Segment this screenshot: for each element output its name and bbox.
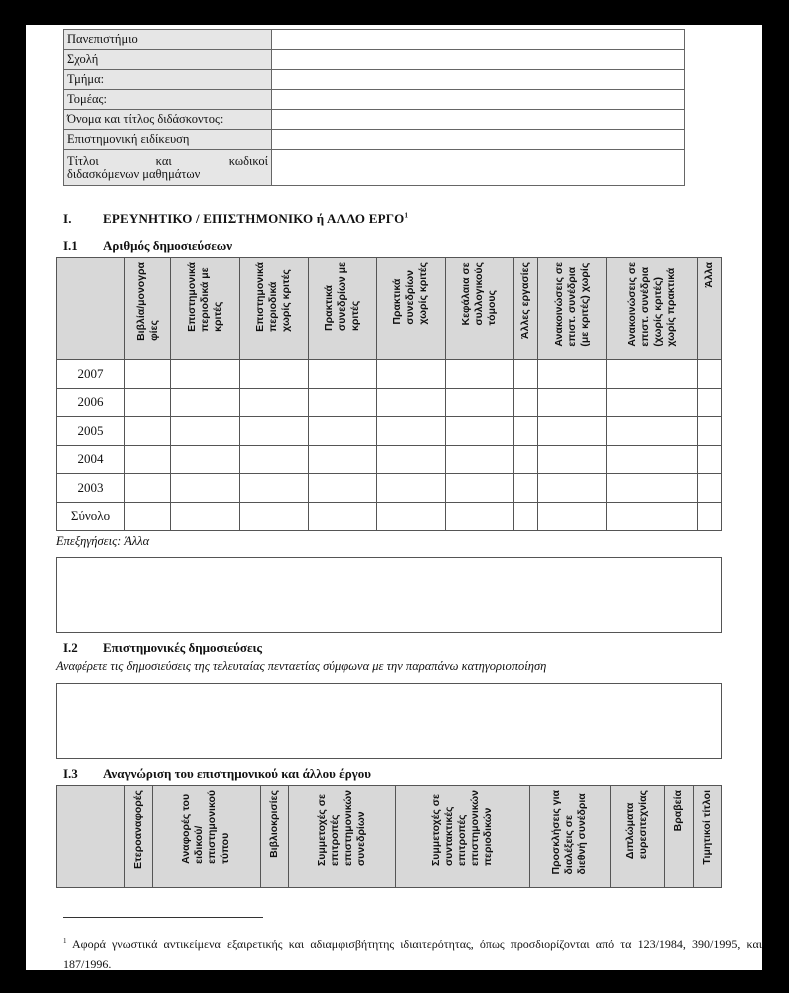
publications-cell[interactable] [514, 417, 538, 446]
publications-cell[interactable] [697, 360, 721, 389]
recognition-corner-cell [57, 786, 125, 888]
publications-column-label: Πρακτικά συνεδρίων με κριτές [322, 262, 361, 331]
publications-column-label: Βιβλία/μονογρα φίες [134, 262, 160, 341]
publications-column-header [125, 258, 171, 360]
publications-cell[interactable] [538, 502, 607, 531]
footnote-text: Αφορά γνωστικά αντικείμενα εξαιρετικής και αδιαμφισβήτητης ιδιαιτερότητας, όπως προσδιορίζονται από τα 123/1984, 390/1995, και 187/1996. [63, 937, 762, 971]
info-label-word: Τίτλοι [67, 153, 99, 168]
publications-corner-cell [57, 258, 125, 360]
row-label: 2005 [57, 417, 125, 446]
publications-column-label: Άλλα [702, 262, 715, 288]
footnote-mark: 1 [404, 211, 409, 220]
publications-cell[interactable] [697, 502, 721, 531]
publications-cell[interactable] [606, 388, 697, 417]
recognition-column-header [260, 786, 288, 888]
info-value-field[interactable] [272, 30, 685, 50]
table-row [57, 360, 722, 389]
section-1-2-heading [63, 640, 262, 656]
explanations-box[interactable] [56, 557, 722, 633]
publications-box[interactable] [56, 683, 722, 759]
publications-cell[interactable] [377, 445, 446, 474]
recognition-column-label: Αναφορές του ειδικού/ επιστημονικού τύπου [180, 790, 232, 864]
publications-cell[interactable] [308, 445, 377, 474]
section-1-2-title: Επιστημονικές δημοσιεύσεις [103, 640, 263, 655]
recognition-column-header [288, 786, 395, 888]
info-table [63, 29, 685, 186]
publications-cell[interactable] [445, 474, 514, 503]
recognition-column-header [693, 786, 721, 888]
recognition-column-label: Βιβλιοκρισίες [267, 790, 280, 858]
recognition-column-header [396, 786, 530, 888]
info-label: Πανεπιστήμιο [64, 30, 272, 50]
section-1-3-title: Αναγνώριση του επιστημονικού και άλλου έργου [103, 766, 372, 781]
publications-cell[interactable] [377, 474, 446, 503]
explanations-label: Επεξηγήσεις: Άλλα [56, 534, 150, 548]
publications-column-header [377, 258, 446, 360]
info-label: Επιστημονική ειδίκευση [64, 130, 272, 150]
publications-cell[interactable] [171, 502, 240, 531]
publications-cell[interactable] [125, 388, 171, 417]
recognition-column-header [529, 786, 610, 888]
info-value-field[interactable] [272, 130, 685, 150]
section-1-heading [63, 211, 408, 227]
publications-cell[interactable] [308, 360, 377, 389]
publications-column-header [514, 258, 538, 360]
publications-cell[interactable] [239, 360, 308, 389]
info-value-field[interactable] [272, 90, 685, 110]
publications-cell[interactable] [308, 474, 377, 503]
document-page [26, 25, 762, 970]
table-row [57, 502, 722, 531]
row-label: Σύνολο [57, 502, 125, 531]
publications-cell[interactable] [514, 360, 538, 389]
publications-cell[interactable] [171, 417, 240, 446]
recognition-column-label: Τιμητικοί τίτλοι [700, 790, 713, 865]
publications-cell[interactable] [377, 417, 446, 446]
publications-cell[interactable] [445, 388, 514, 417]
section-1-3-heading [63, 766, 371, 782]
recognition-column-header [153, 786, 260, 888]
section-1-title: ΕΡΕΥΝΗΤΙΚΟ / ΕΠΙΣΤΗΜΟΝΙΚΟ ή ΑΛΛΟ ΕΡΓΟ [103, 211, 405, 226]
recognition-column-label: Συμμετοχές σε επιτροπές επιστημονικών συνεδρίων [316, 790, 368, 867]
publications-cell[interactable] [606, 445, 697, 474]
publications-cell[interactable] [239, 474, 308, 503]
publications-column-label: Πρακτικά συνεδρίων χωρίς κριτές [391, 262, 430, 325]
publications-column-header [308, 258, 377, 360]
info-value-field[interactable] [272, 150, 685, 186]
publications-column-label: Άλλες εργασίες [519, 262, 532, 339]
table-row [57, 474, 722, 503]
publications-cell[interactable] [125, 502, 171, 531]
publications-column-label: Ανακοινώσεις σε επιστ. συνέδρια (χωρίς κριτές) χωρίς πρακτικά [625, 262, 677, 347]
publications-cell[interactable] [445, 360, 514, 389]
row-label: 2007 [57, 360, 125, 389]
publications-cell[interactable] [171, 474, 240, 503]
publications-cell[interactable] [606, 417, 697, 446]
section-1-2-subtitle: Αναφέρετε τις δημοσιεύσεις της τελευταίας πενταετίας σύμφωνα με την παραπάνω κατηγοριοποίηση [56, 659, 547, 673]
publications-cell[interactable] [308, 388, 377, 417]
publications-cell[interactable] [377, 360, 446, 389]
publications-column-header [697, 258, 721, 360]
publications-cell[interactable] [125, 417, 171, 446]
publications-cell[interactable] [538, 417, 607, 446]
info-label-line2: διδασκόμενων μαθημάτων [67, 166, 201, 181]
publications-cell[interactable] [445, 445, 514, 474]
section-1-number: I. [63, 211, 72, 226]
publications-cell[interactable] [606, 360, 697, 389]
section-1-2-number: I.2 [63, 640, 78, 655]
table-row [57, 417, 722, 446]
publications-cell[interactable] [606, 502, 697, 531]
info-value-field[interactable] [272, 110, 685, 130]
publications-cell[interactable] [239, 502, 308, 531]
publications-cell[interactable] [538, 474, 607, 503]
recognition-column-label: Βραβεία [672, 790, 685, 832]
publications-cell[interactable] [697, 474, 721, 503]
info-label: Τμήμα: [64, 70, 272, 90]
recognition-column-header [665, 786, 693, 888]
info-label: Όνομα και τίτλος διδάσκοντος: [64, 110, 272, 130]
publications-table [56, 257, 722, 531]
publications-column-header [445, 258, 514, 360]
publications-cell[interactable] [538, 360, 607, 389]
info-label-courses [64, 150, 272, 186]
footnote-rule [63, 917, 263, 918]
publications-cell[interactable] [171, 360, 240, 389]
publications-cell[interactable] [308, 417, 377, 446]
publications-column-label: Ανακοινώσεις σε επιστ. συνέδρια (με κριτές) χωρίς [552, 262, 591, 347]
section-1-1-heading [63, 238, 232, 254]
info-value-field[interactable] [272, 50, 685, 70]
publications-cell[interactable] [514, 388, 538, 417]
recognition-column-header [610, 786, 665, 888]
publications-cell[interactable] [377, 502, 446, 531]
publications-cell[interactable] [445, 502, 514, 531]
recognition-table [56, 785, 722, 888]
publications-column-header [538, 258, 607, 360]
publications-column-label: Επιστημονικά περιοδικά χωρίς κριτές [254, 262, 293, 332]
recognition-column-label: Προσκλήσεις για διαλέξεις σε διεθνή συνέδρια [550, 790, 589, 875]
publications-cell[interactable] [239, 417, 308, 446]
info-label-word: κωδικοί [228, 153, 268, 168]
info-value-field[interactable] [272, 70, 685, 90]
publications-cell[interactable] [697, 445, 721, 474]
publications-cell[interactable] [125, 360, 171, 389]
section-1-1-number: I.1 [63, 238, 78, 253]
publications-cell[interactable] [606, 474, 697, 503]
publications-column-label: Επιστημονικά περιοδικά με κριτές [185, 262, 224, 332]
publications-cell[interactable] [377, 388, 446, 417]
footnote [63, 931, 762, 974]
publications-cell[interactable] [239, 388, 308, 417]
section-1-1-title: Αριθμός δημοσιεύσεων [103, 238, 233, 253]
publications-column-header [606, 258, 697, 360]
info-label: Σχολή [64, 50, 272, 70]
recognition-column-label: Ετεροαναφορές [132, 790, 145, 869]
publications-column-header [239, 258, 308, 360]
publications-column-header [171, 258, 240, 360]
publications-cell[interactable] [171, 388, 240, 417]
row-label: 2003 [57, 474, 125, 503]
publications-cell[interactable] [538, 445, 607, 474]
info-label: Τομέας: [64, 90, 272, 110]
publications-cell[interactable] [239, 445, 308, 474]
publications-cell[interactable] [125, 474, 171, 503]
row-label: 2006 [57, 388, 125, 417]
recognition-column-label: Συμμετοχές σε συντακτικές επιτροπές επιστημονικών περιοδικών [429, 790, 494, 867]
publications-cell[interactable] [697, 388, 721, 417]
row-label: 2004 [57, 445, 125, 474]
publications-cell[interactable] [445, 417, 514, 446]
table-row [57, 388, 722, 417]
recognition-column-label: Διπλώματα ευρεσιτεχνίας [624, 790, 650, 860]
publications-cell[interactable] [514, 474, 538, 503]
publications-cell[interactable] [514, 445, 538, 474]
publications-cell[interactable] [125, 445, 171, 474]
table-row [57, 445, 722, 474]
publications-cell[interactable] [538, 388, 607, 417]
publications-cell[interactable] [171, 445, 240, 474]
publications-cell[interactable] [697, 417, 721, 446]
section-1-3-number: I.3 [63, 766, 78, 781]
info-label-word: και [155, 153, 172, 168]
publications-column-label: Κεφάλαια σε συλλογικούς τόμους [460, 262, 499, 326]
publications-cell[interactable] [308, 502, 377, 531]
recognition-column-header [125, 786, 153, 888]
footnote-number: 1 [63, 937, 67, 945]
publications-cell[interactable] [514, 502, 538, 531]
